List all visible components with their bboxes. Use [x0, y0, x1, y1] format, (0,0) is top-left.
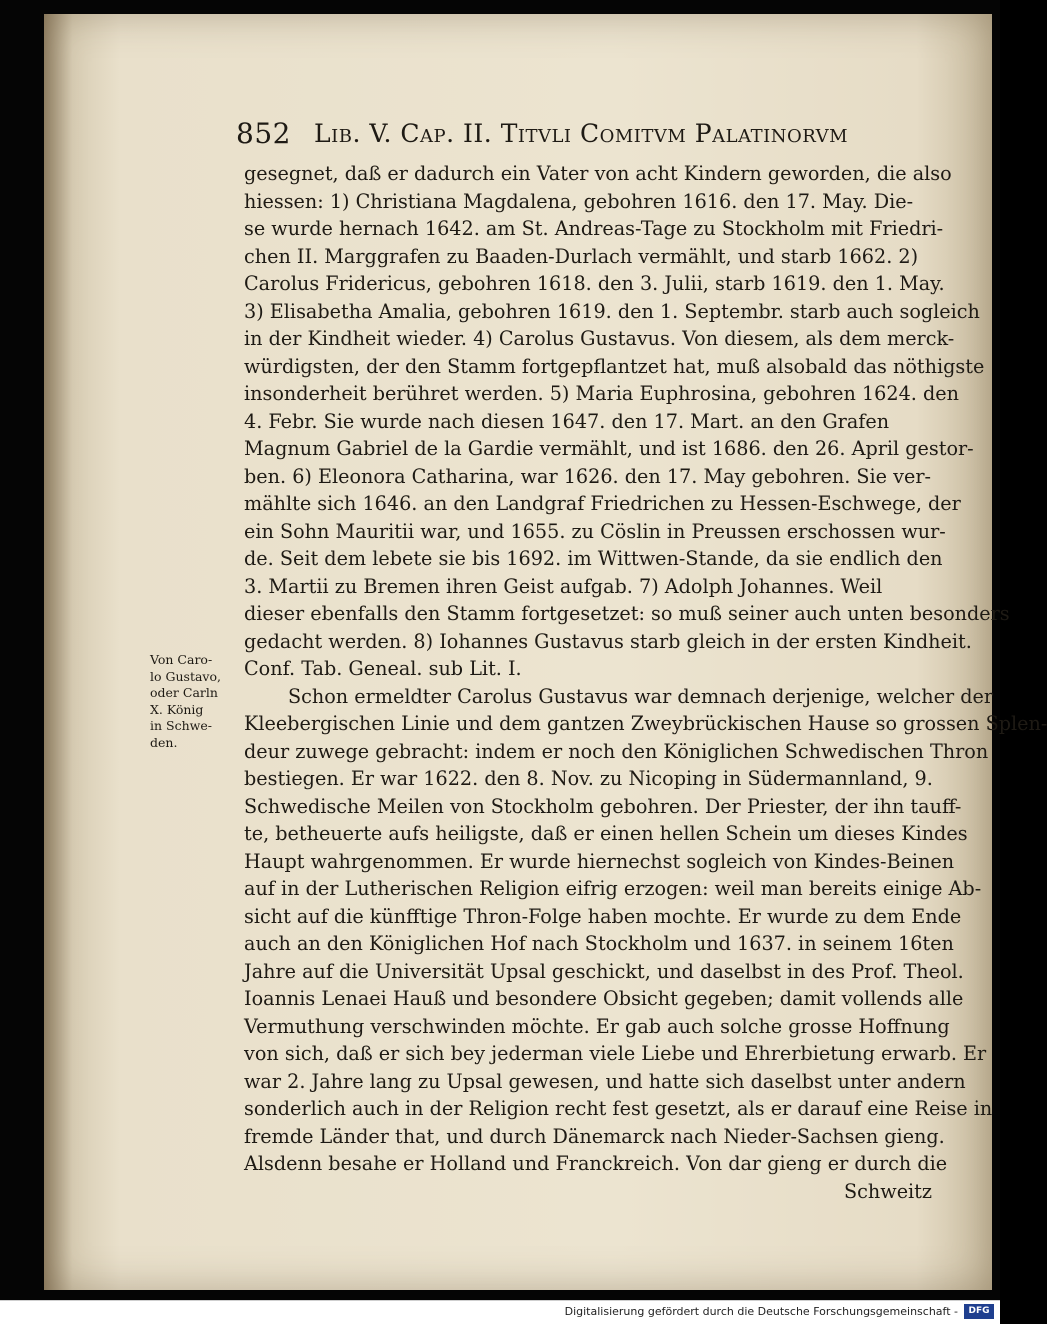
- text-line: 4. Febr. Sie wurde nach diesen 1647. den 17. Mart. an den Grafen: [244, 409, 890, 433]
- marginal-note: [150, 652, 240, 752]
- text-line: Ioannis Lenaei Hauß und besondere Obsicht gegeben; damit vollends alle: [244, 987, 964, 1010]
- text-line: hiessen: 1) Christiana Magdalena, gebohren 1616. den 17. May. Die-: [244, 189, 914, 213]
- text-line: dieser ebenfalls den Stamm fortgesetzet: so muß seiner auch unten besonders: [244, 602, 1010, 625]
- text-line: insonderheit berühret werden. 5) Maria Euphrosina, gebohren 1624. den: [244, 382, 959, 405]
- text-line: Conf. Tab. Geneal. sub Lit. I.: [244, 657, 522, 680]
- text-line: 3) Elisabetha Amalia, gebohren 1619. den 1. Septembr. starb auch sogleich: [244, 299, 980, 323]
- body-text: [244, 160, 1047, 1205]
- text-line: fremde Länder that, und durch Dänemarck nach Nieder-Sachsen gieng.: [244, 1124, 945, 1148]
- page-number: 852: [236, 117, 291, 150]
- marginal-line: Von Caro-: [150, 652, 213, 667]
- text-line: 3. Martii zu Bremen ihren Geist aufgab. 7) Adolph Johannes. Weil: [244, 574, 883, 598]
- page-header: [236, 117, 936, 157]
- text-line: Kleebergischen Linie und dem gantzen Zweybrückischen Hause so grossen Splen-: [244, 712, 1047, 735]
- text-line: Jahre auf die Universität Upsal geschickt, und daselbst in des Prof. Theol.: [244, 959, 964, 983]
- text-line: Schon ermeldter Carolus Gustavus war demnach derjenige, welcher der: [288, 684, 994, 708]
- text-line: auf in der Lutherischen Religion eifrig erzogen: weil man bereits einige Ab-: [244, 877, 982, 900]
- text-line: Carolus Fridericus, gebohren 1618. den 3. Julii, starb 1619. den 1. May.: [244, 272, 945, 295]
- text-line: se wurde hernach 1642. am St. Andreas-Tage zu Stockholm mit Friedri-: [244, 217, 944, 240]
- text-line: bestiegen. Er war 1622. den 8. Nov. zu Nicoping in Südermannland, 9.: [244, 767, 933, 790]
- text-line: ben. 6) Eleonora Catharina, war 1626. den 17. May gebohren. Sie ver-: [244, 464, 931, 488]
- text-line: von sich, daß er sich bey jederman viele Liebe und Ehrerbietung erwarb. Er: [244, 1042, 987, 1065]
- running-title: Lib. V. Cap. II. Titvli Comitvm Palatinorvm: [314, 119, 849, 148]
- text-line: Magnum Gabriel de la Gardie vermählt, und ist 1686. den 26. April gestor-: [244, 437, 974, 460]
- text-line: in der Kindheit wieder. 4) Carolus Gustavus. Von diesem, als dem merck-: [244, 327, 955, 350]
- text-line: ein Sohn Mauritii war, und 1655. zu Cöslin in Preussen erschossen wur-: [244, 519, 946, 543]
- text-line: war 2. Jahre lang zu Upsal gewesen, und hatte sich daselbst unter andern: [244, 1069, 966, 1093]
- dfg-logo: DFG: [964, 1304, 994, 1319]
- text-line: mählte sich 1646. an den Landgraf Friedrichen zu Hessen-Eschwege, der: [244, 492, 961, 515]
- text-line: chen II. Marggrafen zu Baaden-Durlach vermählt, und starb 1662. 2): [244, 244, 919, 268]
- text-line: deur zuwege gebracht: indem er noch den Königlichen Schwedischen Thron: [244, 739, 989, 763]
- marginal-line: in Schwe-: [150, 718, 212, 734]
- marginal-line: X. König: [150, 701, 204, 717]
- text-line: de. Seit dem lebete sie bis 1692. im Wittwen-Stande, da sie endlich den: [244, 547, 943, 570]
- marginal-line: oder Carln: [150, 685, 218, 701]
- text-line: te, betheuerte aufs heiligste, daß er einen hellen Schein um dieses Kindes: [244, 822, 968, 845]
- text-line: gedacht werden. 8) Iohannes Gustavus starb gleich in der ersten Kindheit.: [244, 629, 972, 653]
- text-line: auch an den Königlichen Hof nach Stockholm und 1637. in seinem 16ten: [244, 932, 954, 955]
- text-line: sicht auf die künfftige Thron-Folge haben mochte. Er wurde zu dem Ende: [244, 904, 962, 928]
- text-line: Alsdenn besahe er Holland und Franckreich. Von dar gieng er durch die: [244, 1152, 948, 1175]
- marginal-line: den.: [150, 734, 178, 750]
- footer-bar: [0, 1300, 1000, 1324]
- text-line: Schwedische Meilen von Stockholm gebohren. Der Priester, der ihn tauff-: [244, 794, 962, 818]
- text-line: sonderlich auch in der Religion recht fest gesetzt, als er darauf eine Reise in: [244, 1097, 993, 1120]
- text-line: Vermuthung verschwinden möchte. Er gab auch solche grosse Hoffnung: [244, 1014, 950, 1038]
- catchword: Schweitz: [844, 1179, 932, 1203]
- text-line: Haupt wahrgenommen. Er wurde hiernechst sogleich von Kindes-Beinen: [244, 849, 955, 873]
- marginal-line: lo Gustavo,: [150, 668, 221, 684]
- text-line: würdigsten, der den Stamm fortgepflantzet hat, muß alsobald das nöthigste: [244, 354, 985, 378]
- text-line: gesegnet, daß er dadurch ein Vater von acht Kindern geworden, die also: [244, 162, 952, 185]
- funding-credit: Digitalisierung gefördert durch die Deutsche Forschungsgemeinschaft -: [564, 1305, 958, 1318]
